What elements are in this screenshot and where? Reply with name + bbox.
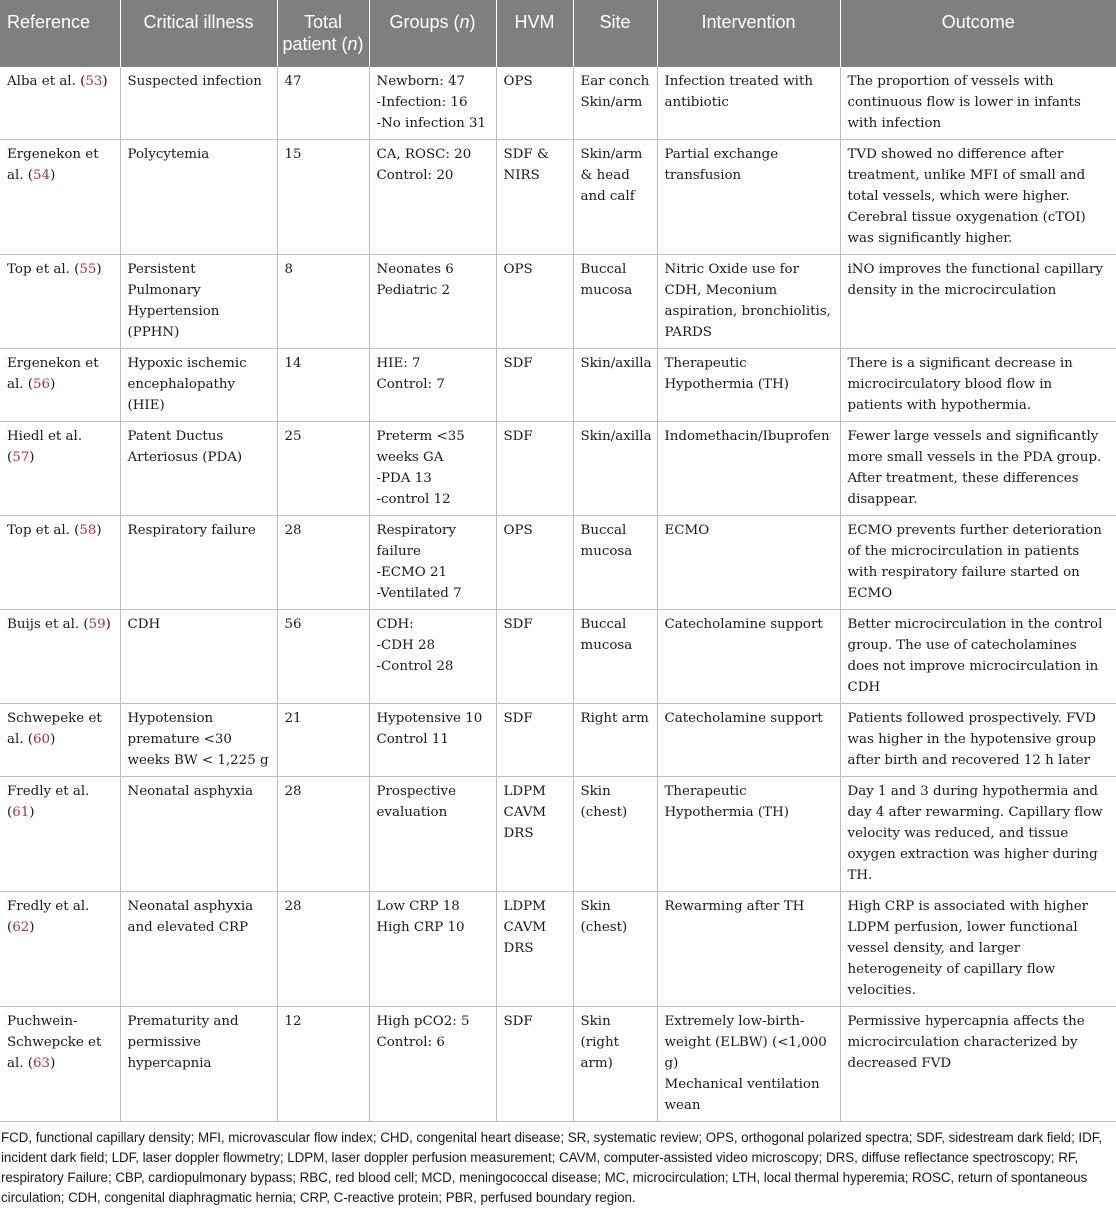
reference-number-link[interactable]: 62 [12, 920, 30, 935]
header-row [0, 0, 1116, 67]
intervention-cell: Therapeutic Hypothermia (TH) [657, 777, 840, 892]
outcome-cell: Patients followed prospectively. FVD was higher in the hypotensive group after birth and recovered 12 h later [840, 704, 1116, 777]
site-cell: Skin (right arm) [573, 1007, 657, 1122]
intervention-cell: ECMO [657, 516, 840, 610]
site-cell: Skin (chest) [573, 777, 657, 892]
intervention-cell: Indomethacin/Ibuprofen [657, 422, 840, 516]
reference-number-link[interactable]: 56 [33, 377, 51, 392]
hvm-cell: OPS [496, 67, 573, 140]
reference-author: Ergenekon et al. ( [7, 147, 99, 183]
site-cell: Buccal mucosa [573, 516, 657, 610]
intervention-cell: Catecholamine support [657, 610, 840, 704]
critical-illness-cell: Suspected infection [120, 67, 277, 140]
hvm-cell: OPS [496, 255, 573, 349]
table-row [0, 140, 1116, 255]
hvm-cell: OPS [496, 516, 573, 610]
intervention-cell: Therapeutic Hypothermia (TH) [657, 349, 840, 422]
critical-illness-cell: CDH [120, 610, 277, 704]
outcome-cell: Day 1 and 3 during hypothermia and day 4 after rewarming. Capillary flow velocity was reduced, and tissue oxygen extraction was higher during TH. [840, 777, 1116, 892]
outcome-cell: There is a significant decrease in microcirculatory blood flow in patients with hypothermia. [840, 349, 1116, 422]
reference-cell [0, 422, 120, 516]
table-body [0, 67, 1116, 1122]
total-patient-cell: 21 [277, 704, 369, 777]
reference-author: Fredly et al. ( [7, 784, 90, 820]
reference-close-paren: ) [50, 377, 56, 392]
groups-cell: Newborn: 47 -Infection: 16 -No infection 31 [369, 67, 496, 140]
table-row [0, 67, 1116, 140]
table-footnote: FCD, functional capillary density; MFI, microvascular flow index; CHD, congenital heart disease; SR, systematic review; OPS, orthogonal polarized spectra; SDF, sidestream dark field; IDF, incident dark field; LDF, laser doppler flowmetry; LDPM, laser doppler perfusion measurement; CAVM, computer-assisted video microscopy; DRS, diffuse reflectance spectroscopy; RF, respiratory Failure; CBP, cardiopulmonary bypass; RBC, red blood cell; MCD, meningococcal disease; MC, microcirculation; LTH, local thermal hyperemia; ROSC, return of spontaneous circulation; CDH, congenital diaphragmatic hernia; CRP, C-reactive protein; PBR, perfused boundary region. [1, 1130, 1103, 1205]
table-row [0, 610, 1116, 704]
reference-author: Fredly et al. ( [7, 899, 90, 935]
header-groups: Groups (n) [369, 0, 496, 67]
reference-close-paren: ) [50, 1056, 56, 1071]
critical-illness-cell: Hypotension premature <30 weeks BW < 1,225 g [120, 704, 277, 777]
total-patient-cell: 15 [277, 140, 369, 255]
intervention-cell: Partial exchange transfusion [657, 140, 840, 255]
outcome-cell: The proportion of vessels with continuous flow is lower in infants with infection [840, 67, 1116, 140]
groups-cell: Prospective evaluation [369, 777, 496, 892]
table-row [0, 1007, 1116, 1122]
intervention-cell: Catecholamine support [657, 704, 840, 777]
intervention-cell: Nitric Oxide use for CDH, Meconium aspiration, bronchiolitis, PARDS [657, 255, 840, 349]
reference-number-link[interactable]: 58 [79, 523, 97, 538]
outcome-cell: iNO improves the functional capillary density in the microcirculation [840, 255, 1116, 349]
critical-illness-cell: Neonatal asphyxia [120, 777, 277, 892]
groups-cell: CA, ROSC: 20 Control: 20 [369, 140, 496, 255]
reference-number-link[interactable]: 54 [33, 168, 51, 183]
reference-cell [0, 255, 120, 349]
intervention-cell: Infection treated with antibiotic [657, 67, 840, 140]
groups-cell: Low CRP 18 High CRP 10 [369, 892, 496, 1007]
site-cell: Ear conch Skin/arm [573, 67, 657, 140]
hvm-cell: SDF [496, 1007, 573, 1122]
header-outcome: Outcome [840, 0, 1116, 67]
header-hvm: HVM [496, 0, 573, 67]
site-cell: Skin/axilla [573, 349, 657, 422]
site-cell: Skin/arm & head and calf [573, 140, 657, 255]
reference-close-paren: ) [29, 450, 35, 465]
outcome-cell: TVD showed no difference after treatment, unlike MFI of small and total vessels, which were higher. Cerebral tissue oxygenation (cTOI) was significantly higher. [840, 140, 1116, 255]
hvm-cell: SDF [496, 349, 573, 422]
intervention-cell: Rewarming after TH [657, 892, 840, 1007]
outcome-cell: Better microcirculation in the control group. The use of catecholamines does not improve microcirculation in CDH [840, 610, 1116, 704]
critical-illness-cell: Prematurity and permissive hypercapnia [120, 1007, 277, 1122]
hvm-cell: SDF [496, 704, 573, 777]
header-intervention: Intervention [657, 0, 840, 67]
header-reference: Reference [0, 0, 120, 67]
critical-illness-cell: Polycytemia [120, 140, 277, 255]
intervention-cell: Extremely low-birth-weight (ELBW) (<1,000 g) Mechanical ventilation wean [657, 1007, 840, 1122]
reference-cell [0, 67, 120, 140]
hvm-cell: LDPM CAVM DRS [496, 777, 573, 892]
total-patient-cell: 12 [277, 1007, 369, 1122]
reference-close-paren: ) [50, 732, 56, 747]
reference-author: Top et al. ( [7, 523, 80, 538]
reference-close-paren: ) [29, 920, 35, 935]
reference-number-link[interactable]: 63 [33, 1056, 51, 1071]
reference-number-link[interactable]: 57 [12, 450, 30, 465]
reference-cell [0, 610, 120, 704]
reference-cell [0, 516, 120, 610]
table-row [0, 255, 1116, 349]
critical-illness-cell: Hypoxic ischemic encephalopathy (HIE) [120, 349, 277, 422]
reference-author: Schwepeke et al. ( [7, 711, 102, 747]
total-patient-cell: 14 [277, 349, 369, 422]
hvm-cell: SDF [496, 422, 573, 516]
groups-cell: High pCO2: 5 Control: 6 [369, 1007, 496, 1122]
reference-author: Alba et al. ( [7, 74, 86, 89]
reference-cell [0, 704, 120, 777]
total-patient-cell: 56 [277, 610, 369, 704]
table-row [0, 777, 1116, 892]
outcome-cell: Permissive hypercapnia affects the microcirculation characterized by decreased FVD [840, 1007, 1116, 1122]
reference-cell [0, 140, 120, 255]
total-patient-cell: 28 [277, 777, 369, 892]
groups-cell: HIE: 7 Control: 7 [369, 349, 496, 422]
groups-cell: Neonates 6 Pediatric 2 [369, 255, 496, 349]
reference-author: Buijs et al. ( [7, 617, 89, 632]
site-cell: Skin/axilla [573, 422, 657, 516]
hvm-cell: SDF & NIRS [496, 140, 573, 255]
groups-cell: Preterm <35 weeks GA -PDA 13 -control 12 [369, 422, 496, 516]
reference-close-paren: ) [50, 168, 56, 183]
table-row [0, 704, 1116, 777]
reference-author: Puchwein-Schwepcke et al. ( [7, 1014, 102, 1071]
site-cell: Buccal mucosa [573, 255, 657, 349]
total-patient-cell: 8 [277, 255, 369, 349]
table-row [0, 422, 1116, 516]
groups-cell: Respiratory failure -ECMO 21 -Ventilated 7 [369, 516, 496, 610]
header-critical-illness: Critical illness [120, 0, 277, 67]
total-patient-cell: 47 [277, 67, 369, 140]
header-total-patient: Total patient (n) [277, 0, 369, 67]
hvm-cell: LDPM CAVM DRS [496, 892, 573, 1007]
reference-author: Top et al. ( [7, 262, 80, 277]
header-site: Site [573, 0, 657, 67]
reference-close-paren: ) [105, 617, 111, 632]
reference-author: Hiedl et al. ( [7, 429, 83, 465]
reference-number-link[interactable]: 60 [33, 732, 51, 747]
reference-close-paren: ) [102, 74, 108, 89]
reference-cell [0, 349, 120, 422]
site-cell: Skin (chest) [573, 892, 657, 1007]
table-row [0, 516, 1116, 610]
reference-number-link[interactable]: 53 [85, 74, 103, 89]
reference-number-link[interactable]: 55 [79, 262, 97, 277]
critical-illness-cell: Neonatal asphyxia and elevated CRP [120, 892, 277, 1007]
outcome-cell: High CRP is associated with higher LDPM perfusion, lower functional vessel density, and larger heterogeneity of capillary flow velocities. [840, 892, 1116, 1007]
total-patient-cell: 25 [277, 422, 369, 516]
outcome-cell: Fewer large vessels and significantly more small vessels in the PDA group. After treatment, these differences disappear. [840, 422, 1116, 516]
groups-cell: CDH: -CDH 28 -Control 28 [369, 610, 496, 704]
reference-close-paren: ) [29, 805, 35, 820]
reference-cell [0, 777, 120, 892]
reference-close-paren: ) [96, 262, 102, 277]
reference-close-paren: ) [96, 523, 102, 538]
total-patient-cell: 28 [277, 516, 369, 610]
site-cell: Right arm [573, 704, 657, 777]
critical-illness-cell: Persistent Pulmonary Hypertension (PPHN) [120, 255, 277, 349]
reference-cell [0, 1007, 120, 1122]
total-patient-cell: 28 [277, 892, 369, 1007]
critical-illness-cell: Respiratory failure [120, 516, 277, 610]
outcome-cell: ECMO prevents further deterioration of the microcirculation in patients with respiratory failure started on ECMO [840, 516, 1116, 610]
reference-number-link[interactable]: 59 [88, 617, 106, 632]
reference-cell [0, 892, 120, 1007]
site-cell: Buccal mucosa [573, 610, 657, 704]
critical-illness-cell: Patent Ductus Arteriosus (PDA) [120, 422, 277, 516]
groups-cell: Hypotensive 10 Control 11 [369, 704, 496, 777]
hvm-cell: SDF [496, 610, 573, 704]
table-row [0, 892, 1116, 1007]
reference-number-link[interactable]: 61 [12, 805, 30, 820]
reference-author: Ergenekon et al. ( [7, 356, 99, 392]
table-row [0, 349, 1116, 422]
